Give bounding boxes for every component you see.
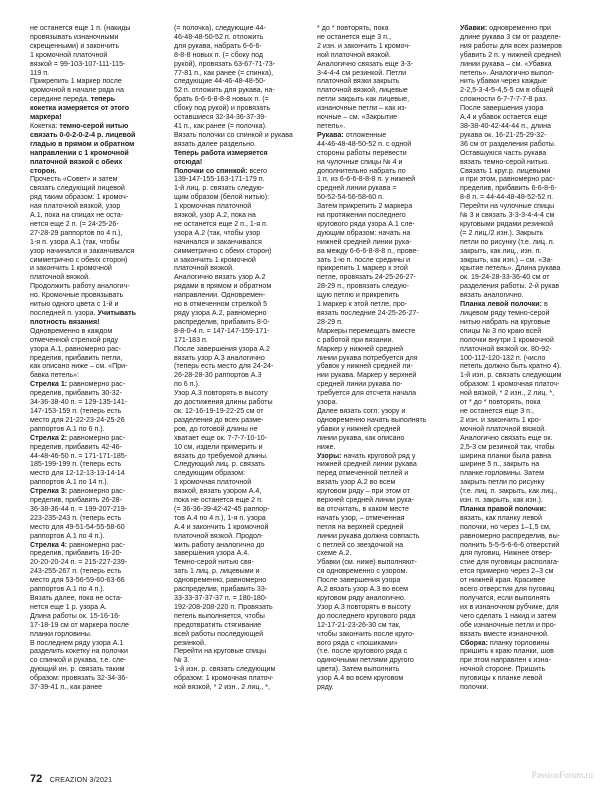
paragraph-text: не останется еще 1 п. (накиды провязывать изнаночными скрещенными) и закончить 1 кромочной платочной вязкой = 99-103-107-111-115- 119 п. <box>30 24 131 77</box>
paragraph <box>317 576 454 603</box>
paragraph-text: Аналогично связать еще ок. 2,5-3 см резинкой так, чтобы ширина планки была равна ширине 5 п., закрыть на планке горловины. Затем закрыть петли по рисунку (т.е. лиц. п. закрыть, как лиц., изн. п. закрыть, как изн.). <box>460 433 558 505</box>
text-column-3 <box>317 24 454 692</box>
paragraph-heading: темно-серой нитью связать 0-0-2-0-2-4 р. лицевой гладью в прямом и обратном направлении с 1 кромочной платочной вязкой с обеих сторон. <box>30 121 136 175</box>
paragraph <box>30 639 167 692</box>
paragraph <box>174 167 311 274</box>
paragraph-heading: Стрелка 1: <box>30 380 70 389</box>
paragraph-text: Узор А.3 повторять в высоту до достижения длины работы ок. 12-16-19-19-22-25 см от разделения до всех разме- ров, до готовой длины не хватает еще ок. 7-7-7-10-10- 10 см, издели примерить и вязать до требуемой длины. <box>174 389 273 460</box>
paragraph-text: Продолжить работу аналогич- но. Кромочные провязывать нитью одного цвета с 1-й и последней п. узора. <box>30 282 130 317</box>
paragraph-text: одновременно при длине рукава 3 см от разделе- ния работы для всех размеров убавить 2 п. у нижней средней линии рукава – см. «Убавка петель». Аналогично выпол- нить убавки через каждые 2-2,5-3-4-5-4,5-5 см в общей сложности 6-7-7-7-7-8 раз. <box>460 24 562 104</box>
paragraph-heading: Рукава: <box>317 130 346 139</box>
paragraph <box>30 487 167 540</box>
paragraph-text: Перейти на чулочные спицы № 3 и связать 3-3-3-4-4-4 см круговыми рядами резинкой (= 2 лиц./2 изн.). Закрыть петли по рисунку (т.е. лиц. п. закрыть, как лиц., изн. п. закрыть, как изн.) – см. «За- крытие петель». Длина рукава ок. 19-24-28-33-36-40 см от разделения работы. 2-й рукав вязать аналогично. <box>460 202 561 300</box>
paragraph-text: Маркеры перемещать вместе с работой при вязании. Маркер у нижней средней линии рукава потребуется для убавок у нижней средней ли- нии рукава. Маркер у верхней средней линии рукава по- требуется для отсчета начала узора. <box>317 326 418 407</box>
paragraph-text: 1-й изн. р. связать следующим образом: 1 кромочная платоч- ной вязкой, * 2 изн., 2 лиц., *, <box>174 665 276 692</box>
paragraph <box>30 77 167 122</box>
paragraph <box>317 407 454 452</box>
page-number: 72 <box>30 773 43 785</box>
paragraph-heading: Планка правой полочки: <box>460 504 549 513</box>
paragraph-text: После завершения узора А.4 и убавок остается еще 38-38-40-42-44-44 п., длина рукава ок. 16-21-25-29-32- 36 см от разделения работы. Оставшуюся часть рукава вязать темно-серой нитью. <box>460 104 556 166</box>
paragraph-text: в лицевом ряду темно-серой нитью набрать на круговые спицы № 3 по краю всей полочки внутри 1 кромочной платочной вязкой ок. 80-92- 100-112-120-132 п. (число петель должно быть кратно 4). 1-й изн. р. связать следующим образом: 1 кромочная платоч- ной вязкой, * 2 изн., 2 лиц. *, от * до * повторять, пока не останется еще 3 п., 2 изн. и закончить 1 кро- мочной платочной вязкой. <box>460 300 562 433</box>
paragraph <box>30 122 167 175</box>
paragraph-heading: Стрелка 3: <box>30 487 70 496</box>
paragraph <box>174 24 311 131</box>
paragraph-text: Одновременно в каждом отмеченной стрелкой ряду узора А.1, равномерно рас- пределив, прибавить петли, как описано ниже – см. «При- бавка петель»: <box>30 326 128 380</box>
paragraph-text: отложенные 44-46-48-48-50-52 п. с одной стороны работы перевести на чулочные спицы № 4 и дополнительно набрать по 1 п. из 6-6-6-8-8-8 п. у нижней средней линии рукава = 50-52-54-56-58-60 п. <box>317 130 416 202</box>
paragraph-text: вязать, как планку левой полочки, но через 1–1,5 см, равномерно распределив, вы- полнить 5-5-5-6-6-6 отверстий для пуговиц. Нижнее отвер- стие для пуговицы располага- ется примерно через 2–3 см от нижней края. Красивее всего отверстия для пуговиц получатся, если выполнять их в изнаночном рубчике, для чего сделать 1 накид и затем обе изнаночные петли и про- вязать вместе изнаночной. <box>460 513 561 638</box>
paragraph <box>317 131 454 202</box>
paragraph-text: начать круговой ряд у нижней средней линии рукава перед отмеченной петлей и вязать узор А.2 во всем круговом ряду – при этом от верхней средней линии рука- ва отсчитать, в каком месте начать узор, – отмеченная петля на верхней средней линии рукава должна совпасть с петлей со звездочкой на схеме А.2. <box>317 451 420 558</box>
paragraph-text: Затем прикрепить 2 маркера на протяжении последнего кругового ряда узора А.1 сле- дующим образом: начать на нижней средней линии рука- ва между 6-6-6-8-8-8 п., прове- зать 1-ю п. после средины и прикрепить 1 маркер к этой петле, провязать 24-25-26-27- 28-29 п., провязать следую- щую петлю и прикрепить 1 маркер к этой петле, про- вязать последние 24-25-26-27- 28-29 п. <box>317 202 419 326</box>
paragraph-text: После завершения узора А.2 вязать узор А.3 аналогично (теперь есть место для 24-24- 26-28-28-30 раппортов А.3 по 6 п.). <box>174 344 274 389</box>
paragraph-heading: Убавки: <box>460 24 490 32</box>
paragraph <box>460 202 597 300</box>
paragraph <box>317 452 454 559</box>
magazine-issue: CREAZION 3/2021 <box>49 777 113 784</box>
paragraph <box>460 639 597 692</box>
paragraph <box>30 282 167 327</box>
paragraph <box>174 460 311 558</box>
paragraph <box>174 149 311 167</box>
paragraph-text: (= полочка), следующие 44- 46-48-48-50-52 п. отложить для рукава, набрать 6-6-6- 8-8-8 новых п. (= сбоку под рукой), провязать 63-67-71-73- 77-81 п., как ранее (= спинка), следующие 44-46-48-48-50- 52 п. отложить для рукава, на- брать 6-6-6-8-8-8 новых п. (= сбоку под рукой) и провязать оставшиеся 32-34-36-37-39- 41 п., как ранее (= полочка). <box>174 24 276 130</box>
paragraph-text: Длина работы ок. 15-16-16- 17-18-19 см от маркера после планки горловины. <box>30 611 129 638</box>
paragraph <box>460 24 597 104</box>
paragraph-text: Вязать далее, пока не оста- нется еще 1 р. узора А. <box>30 594 123 611</box>
paragraph-text: Убавки (см. ниже) выполняют- ся одновременно с узором. <box>317 558 417 576</box>
paragraph <box>174 273 311 344</box>
paragraph <box>174 665 311 692</box>
measure-note: теперь кокетка измеряется от этого маркера! <box>30 95 130 122</box>
paragraph <box>460 434 597 505</box>
paragraph <box>30 594 167 612</box>
page-footer <box>30 769 112 783</box>
paragraph <box>30 612 167 639</box>
paragraph-text: Аналогично вязать узор А.2 рядами в прямом и обратном направлении. Одновремен- но в отмеченном стрелкой 5 ряду узора А.2, равномерно распределив, прибавить 8-0- 8-8-0-4 п. = 147-147-159-171- 171-183 п. <box>174 273 272 344</box>
text-column-1 <box>30 24 167 692</box>
paragraph <box>460 104 597 166</box>
paragraph-text: * до * повторять, пока не останется еще 3 п., 2 изн. и закончить 1 кромоч- ной платочной вязкой. <box>317 24 411 59</box>
paragraph <box>317 558 454 576</box>
paragraph <box>317 327 454 407</box>
paragraph <box>174 647 311 665</box>
paragraph-heading: Узоры: <box>317 451 344 460</box>
paragraph <box>30 434 167 487</box>
paragraph <box>174 389 311 460</box>
text-column-2 <box>174 24 311 692</box>
site-watermark: PassionForum.ru <box>531 770 593 780</box>
paragraph <box>460 505 597 639</box>
paragraph <box>317 24 454 60</box>
paragraph-text: планку горловины пришить к краю планки, шов при этом направлен к изна- ночной стороне. Пришить пуговицы к планке левой полочки. <box>460 638 554 692</box>
paragraph-text: всего 139-147-155-163-171-179 п. 1-й лиц. р. связать следую- щим образом (белой нитью): 1 кромочная платочной вязкой, узор А.2, пока на не останется еще 2 п., 1-я п. узора А.2 (так, чтобы узор начинался и заканчивался симметрично с обеих сторон) и закончить 1 кромочной платочной вязкой. <box>174 166 272 273</box>
paragraph <box>30 24 167 77</box>
paragraph <box>30 380 167 433</box>
paragraph-text: В последнем ряду узора А.1 разделить кокетку на полочки со спинкой и рукава, т.е. сле- дующий ин. р. связать таким образом: провязать 32-34-36- 37-39-41 п., как ранее <box>30 638 128 692</box>
paragraph <box>317 60 454 131</box>
paragraph-text: Аналогично связать еще 3-3- 3-4-4-4 см резинкой. Петли платочной вязки закрыть платочной вязкой, лицевые петли закрыть как лицевые, изнаночные петли – как из- ночные – см. «Закрытие петель». <box>317 59 414 130</box>
paragraph <box>30 541 167 594</box>
paragraph-text: Следующий лиц. р. связать следующим образом: 1 кромочная платочной вязкой, вязать узором А.4, пока не останется еще 2 п. (= 36-36-39-42-42-45 раппор- тов А.4 по 4 п.), 1-я п. узора А.4 и закончить 1 кромочной платочной вязкой. Продол- жить работу аналогично до завершения узора А.4. <box>174 460 270 558</box>
paragraph-text: Темно-серой нитью свя- зать 1 лиц. р. лицевыми и одновременно, равномерно распределив, прибавить 33- 33-33-37-37-37 п. = 180-180- 192-208-208-220 п. Провязать петель выполняется, чтобы предотвратить стягивание всей работы последующей резинкой. <box>174 558 273 647</box>
paragraph-heading: Полочки со спинкой: <box>174 166 250 175</box>
paragraph-heading: Стрелка 2: <box>30 433 70 442</box>
paragraph <box>174 558 311 647</box>
paragraph <box>460 300 597 434</box>
paragraph-heading: Планка левой полочки: <box>460 300 544 309</box>
paragraph-heading: Стрелка 4: <box>30 540 70 549</box>
paragraph <box>317 202 454 327</box>
paragraph-text: Кокетка: <box>30 121 60 130</box>
paragraph-heading: Теперь работа измеряется отсюда! <box>174 148 268 166</box>
paragraph-text: Связать 1 круг.р. лицевыми и при этом, равномерно рас- пределив, прибавить 6-6-8-6- 8-8 п. = 44-44-48-48-52-52 п. <box>460 166 557 202</box>
paragraph-text: равномерно рас- пределив, прибавить 42-46- 44-48-46-50 п. = 171-171-185- 185-199-199 п. (теперь есть место для 12-12-13-13-14-14 раппортов А.1 по 14 п.). <box>30 433 128 487</box>
paragraph <box>30 175 167 282</box>
paragraph-heading: Сборка: <box>460 638 490 647</box>
paragraph-text: Прочесть «Совет» и затем связать следующий лицевой ряд таким образом: 1 кромоч- ная платочной вязкой, узор А.1, пока на спицах не оста- нется еще 2 п. (= 24-25-26- 27-28-29 раппортов по 4 п.), 1-я п. узора А.1 (так, чтобы узор начинался и заканчивался симметрично с обеих сторон) и закончить 1 кромочной платочной вязкой. <box>30 175 135 282</box>
paragraph <box>174 345 311 390</box>
text-column-4 <box>460 24 597 692</box>
paragraph-text: Далее вязать согл. узору и одновременно начать выполнять убавки у нижней средней линии рукава, как описано ниже. <box>317 406 427 451</box>
paragraph <box>460 167 597 203</box>
paragraph-text: Перейти на круговые спицы № 3. <box>174 647 267 665</box>
paragraph <box>174 131 311 149</box>
paragraph-text: равномерно рас- пределив, прибавить 16-20- 20-20-20-24 п. = 215-227-239- 243-255-267 п. (теперь есть место для 53-56-59-60-63-66 раппортов А.1 по 4 п.). <box>30 540 128 594</box>
paragraph <box>317 603 454 692</box>
paragraph-text: Узор А.3 повторять в высоту до последнего кругового ряда 12-17-21-23-26-30 см так, чтобы закончить после круго- вого ряда с «пошиками» (т.е. после кругового ряда с одиночными петлями другого цвета). Затем выполнить узор А.4 во всем круговом ряду. <box>317 602 416 692</box>
paragraph-text: Прикрепить 1 маркер после кромочной в начале ряда на середине переда. <box>30 77 124 104</box>
paragraph-text: равномерно рас- пределив, прибавить 30-32- 34-36-38-40 п. = 129-135-141- 147-153-159 п. (теперь есть место для 21-22-23-24-25-26 раппортов А.1 по 6 п.). <box>30 380 128 433</box>
paragraph <box>30 327 167 380</box>
paragraph-text: После завершения узора А.2 вязать узор А.3 во всем круговом ряду аналогично. <box>317 576 408 602</box>
paragraph-text: равномерно рас- пределив, прибавить 26-28- 36-38-36-44 п. = 199-207-219- 223-235-243 п. (теперь есть место для 49-51-54-55-58-60 раппортов А.1 по 4 п.). <box>30 487 128 540</box>
paragraph-heading: Учитывать плотность вязания! <box>30 309 136 326</box>
paragraph-text: Вязать полочки со спинкой и рукава вязать далее раздельно. <box>174 130 293 148</box>
